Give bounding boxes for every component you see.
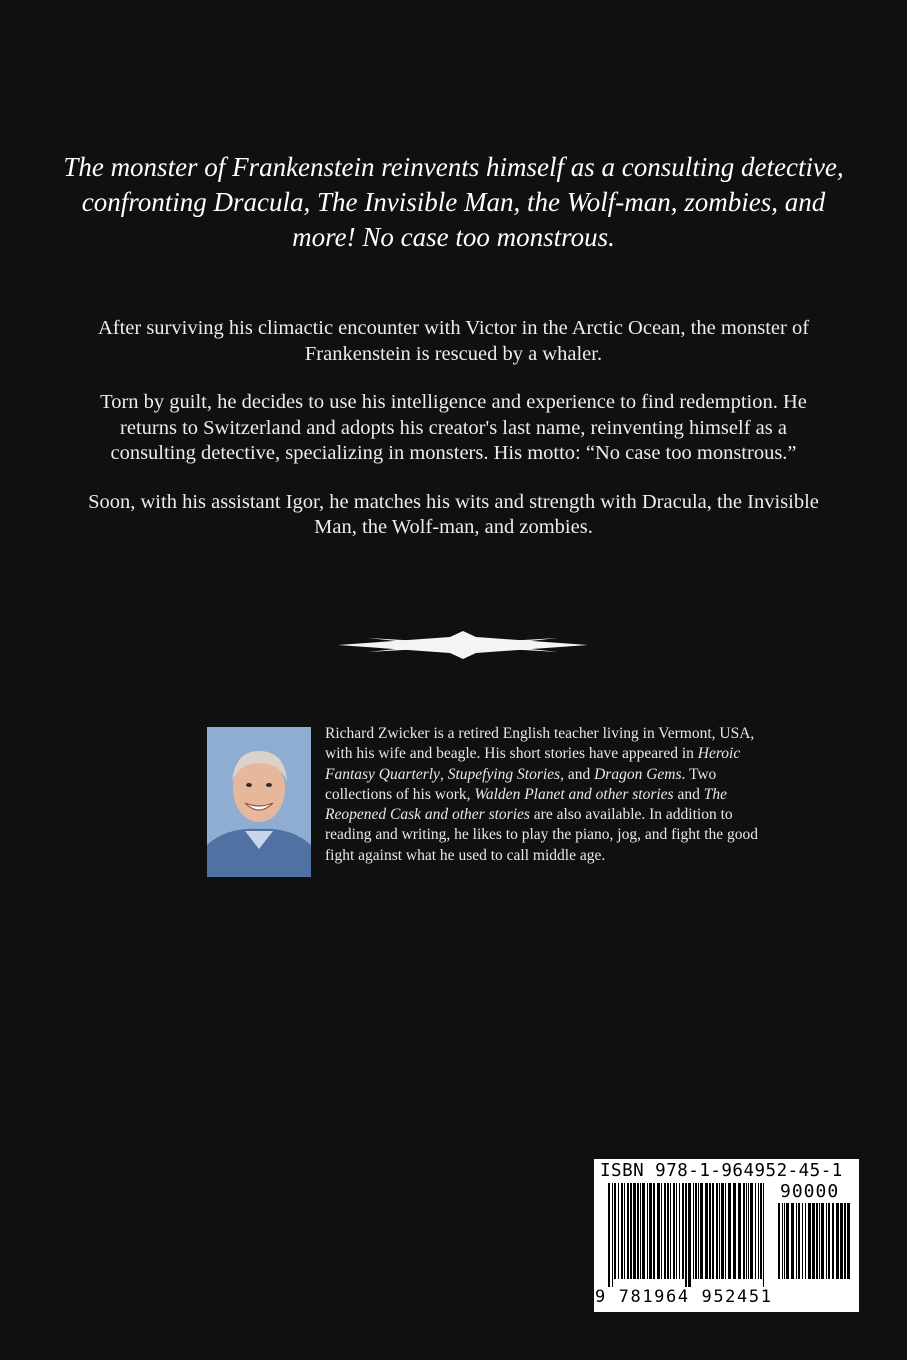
barcode-bar: [728, 1183, 731, 1279]
barcode-bar: [733, 1183, 736, 1279]
barcode-bar: [700, 1183, 703, 1279]
ean-bars: [608, 1183, 768, 1287]
blurb-paragraph-2: Torn by guilt, he decides to use his intelligence and experience to find redemption. He returns to Switzerland and adopts his creator's last name, reinventing himself as a consulting detective, specializing in monsters. His motto: “No case too monstrous.”: [100, 391, 807, 464]
barcode-bar: [786, 1203, 789, 1279]
barcode-bar: [840, 1203, 843, 1279]
barcode-bar: [782, 1203, 783, 1279]
barcode-bar: [667, 1183, 669, 1279]
barcode-bar: [705, 1183, 708, 1279]
bio-text-2: ,: [439, 765, 448, 783]
barcode-bar: [676, 1183, 677, 1279]
barcode-bar: [608, 1183, 610, 1287]
barcode-bar: [802, 1203, 803, 1279]
addon-bars: [778, 1203, 852, 1287]
barcode-bar: [828, 1203, 830, 1279]
barcode-bar: [808, 1203, 811, 1279]
barcode-bar: [661, 1183, 662, 1279]
blurb-paragraph-1: After surviving his climactic encounter with Victor in the Arctic Ocean, the monster of Frankenstein is rescued by a whaler.: [97, 317, 810, 365]
barcode-bar: [750, 1183, 753, 1279]
barcode-bar: [763, 1183, 764, 1287]
barcode-bar: [664, 1183, 666, 1279]
barcode-bar: [847, 1203, 850, 1279]
barcode-bar: [748, 1183, 749, 1279]
barcode-bar: [716, 1183, 718, 1279]
barcode-bar: [640, 1183, 641, 1279]
bio-text-6: are also available. In addition to reading and writing, he likes to play the piano, jog, and fight the good fight against what he used to call middle age.: [325, 806, 759, 864]
bio-text-1: Richard Zwicker is a retired English teacher living in Vermont, USA, with his wife and beagle. His short stories have appeared in: [325, 725, 755, 763]
barcode-bar: [816, 1203, 818, 1279]
barcode-bar: [836, 1203, 839, 1279]
ean-digits: 9 781964 952451: [595, 1287, 773, 1307]
blurb-paragraph-3: Soon, with his assistant Igor, he matches his wits and strength with Dracula, the Invisible Man, the Wolf-man, and zombies.: [88, 490, 819, 538]
bio-title-reopened-cask: The Reopened Cask and other stories: [325, 785, 727, 824]
barcode-bar: [760, 1183, 762, 1279]
barcode-bar: [637, 1183, 639, 1279]
barcode-bar: [682, 1183, 684, 1279]
barcode-bar: [805, 1203, 806, 1279]
isbn-text: ISBN 978-1-964952-45-1: [600, 1161, 843, 1181]
barcode-bar: [832, 1203, 834, 1279]
barcode-bar: [725, 1183, 726, 1279]
barcode-bar: [685, 1183, 687, 1287]
isbn-barcode: [594, 1159, 859, 1312]
barcode-bar: [657, 1183, 660, 1279]
ornamental-divider: [338, 628, 588, 662]
barcode-bar: [633, 1183, 636, 1279]
barcode-bar: [826, 1203, 827, 1279]
bio-title-heroic-fantasy-quarterly: Heroic Fantasy Quarterly: [325, 745, 741, 783]
barcode-bar: [746, 1183, 747, 1279]
barcode-bar: [719, 1183, 720, 1279]
barcode-bar: [647, 1183, 648, 1279]
barcode-bar: [796, 1203, 797, 1279]
barcode-bar: [679, 1183, 680, 1279]
bio-title-walden-planet: Walden Planet and other stories: [474, 785, 674, 803]
barcode-bar: [693, 1183, 694, 1279]
bio-text-5: and: [673, 785, 704, 803]
barcode-bar: [812, 1203, 815, 1279]
bio-title-stupefying-stories: Stupefying Stories: [447, 765, 561, 783]
tagline: The monster of Frankenstein reinvents himself as a consulting detective, confronting Dracula, The Invisible Man, the Wolf-man, zombies, and more! No case too monstrous.: [63, 152, 844, 252]
barcode-bar: [784, 1203, 785, 1279]
barcode-bar: [653, 1183, 655, 1279]
barcode-bar: [712, 1183, 714, 1279]
barcode-bar: [821, 1203, 824, 1279]
barcode-bar: [621, 1183, 623, 1279]
barcode-bar: [612, 1183, 613, 1287]
barcode-bar: [698, 1183, 699, 1279]
barcode-bar: [618, 1183, 619, 1279]
barcode-bar: [673, 1183, 675, 1279]
barcode-bar: [819, 1203, 820, 1279]
price-code: 90000: [780, 1181, 840, 1202]
barcode-bar: [630, 1183, 632, 1279]
bio-text-4: . Two collections of his work,: [325, 765, 717, 803]
barcode-bar: [844, 1203, 846, 1279]
barcode-bar: [721, 1183, 724, 1279]
barcode-bar: [755, 1183, 756, 1279]
barcode-bar: [695, 1183, 697, 1279]
barcode-bar: [649, 1183, 652, 1279]
barcode-bar: [627, 1183, 629, 1279]
author-photo: [207, 727, 311, 877]
barcode-bar: [798, 1203, 800, 1279]
barcode-bar: [624, 1183, 625, 1279]
book-blurb: [80, 316, 827, 564]
barcode-bar: [778, 1203, 780, 1279]
barcode-bar: [791, 1203, 794, 1279]
barcode-bar: [688, 1183, 691, 1287]
barcode-bar: [614, 1183, 616, 1279]
barcode-bar: [642, 1183, 645, 1279]
bio-title-dragon-gems: Dragon Gems: [594, 765, 682, 783]
barcode-bar: [709, 1183, 711, 1279]
barcode-bar: [743, 1183, 745, 1279]
author-bio: [325, 724, 765, 866]
barcode-bar: [758, 1183, 759, 1279]
barcode-bar: [670, 1183, 671, 1279]
bio-text-3: , and: [560, 765, 595, 783]
barcode-bar: [738, 1183, 741, 1279]
